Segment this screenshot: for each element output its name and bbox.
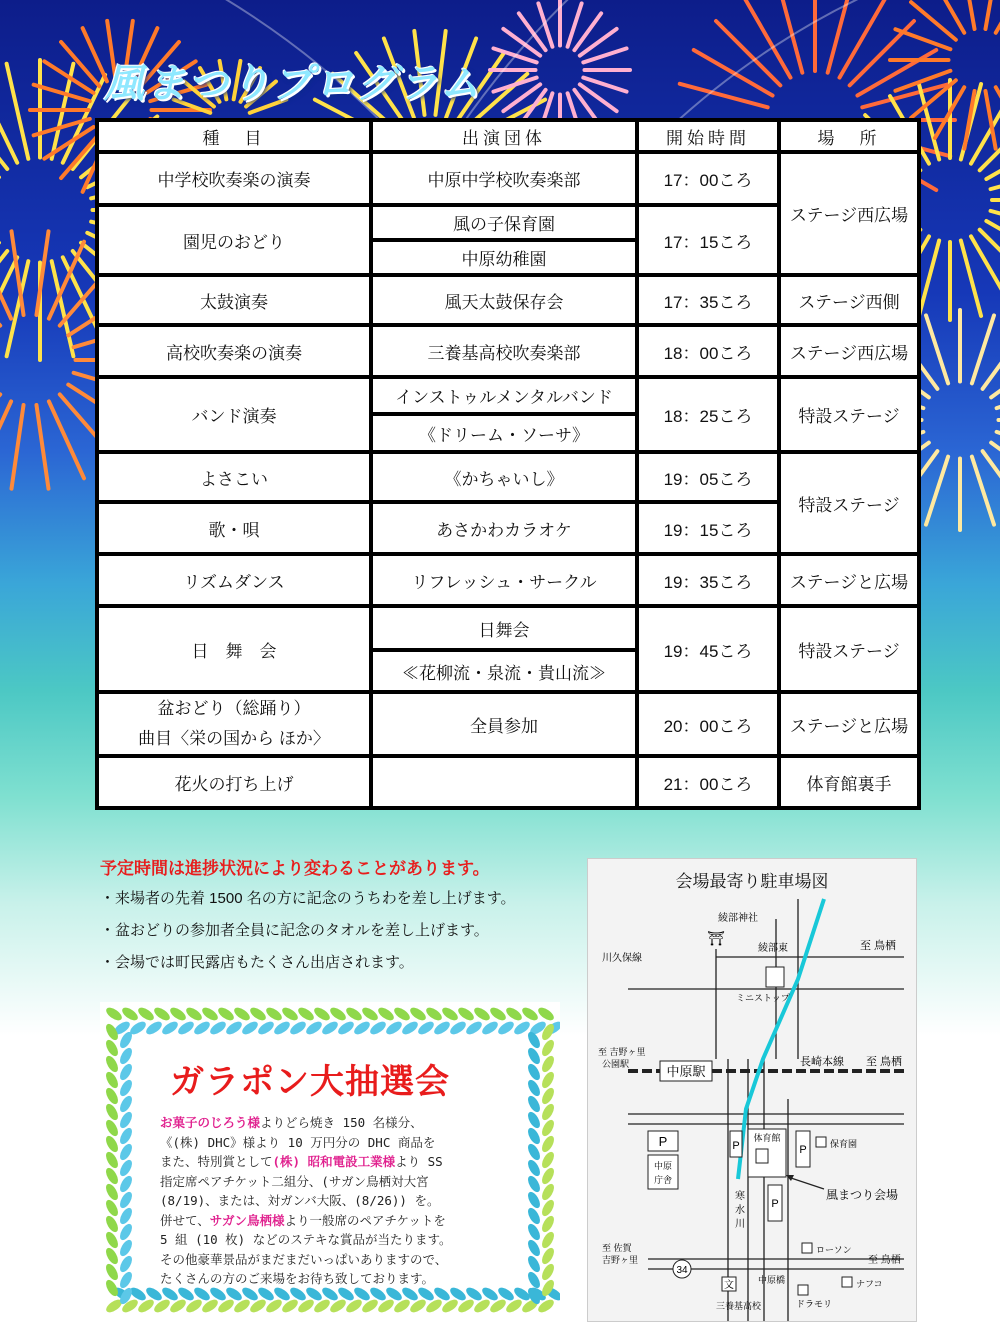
map-label: 中原橋 [758,1275,786,1285]
leaf-decoration [248,1005,268,1023]
performer-cell: 中原幼稚園 [371,240,637,275]
map-label: 保育園 [830,1139,858,1149]
map-label: 体育館 [753,1133,781,1143]
lottery-text: よりどら焼き 150 名様分、 [260,1115,423,1130]
leaf-decoration [152,1297,172,1315]
leaf-decoration [104,1166,121,1186]
parking-map [587,858,917,1322]
leaf-decoration [224,1019,244,1037]
leaf-decoration [118,1126,135,1146]
leaf-decoration [540,1150,557,1170]
leaf-decoration [526,1142,543,1162]
table-row [97,275,919,325]
table-row [97,325,919,377]
leaf-decoration [168,1297,188,1315]
lottery-text: 指定席ペアチケット二組分、(サガン鳥栖対大宮 [160,1173,429,1189]
leaf-decoration [272,1019,292,1037]
leaf-decoration [526,1158,543,1178]
leaf-decoration [184,1297,204,1315]
header-performer: 出演団体 [371,120,637,152]
leaf-decoration [408,1005,428,1023]
time-cell: 19：45ころ [637,606,779,692]
firework-ray [0,75,17,163]
leaf-decoration [424,1297,444,1315]
firework-ray [0,401,11,478]
performer-cell: 風の子保育園 [371,205,637,240]
table-row [97,152,919,205]
leaf-decoration [136,1005,156,1023]
firework-ray [716,21,780,85]
map-label: 公園駅 [602,1059,630,1069]
lottery-title: ガラポン大抽選会 [170,1063,450,1101]
lottery-text: より一般席のペアチケットを [284,1212,446,1228]
leaf-decoration [118,1206,135,1226]
leaf-decoration [520,1005,540,1023]
leaf-decoration [280,1005,300,1023]
leaf-decoration [504,1297,524,1315]
map-label: ナフコ [856,1279,883,1289]
leaf-decoration [328,1005,348,1023]
leaf-decoration [104,1150,121,1170]
leaf-decoration [456,1005,476,1023]
leaf-decoration [168,1005,188,1023]
place-cell: ステージ西側 [779,275,919,325]
leaf-decoration [540,1134,557,1154]
leaf-decoration [424,1005,444,1023]
leaf-decoration [344,1297,364,1315]
leaf-decoration [472,1005,492,1023]
map-label: 水 [735,1205,745,1216]
map-label: 庁舎 [653,1175,673,1185]
map-label: 吉野ヶ里 [602,1255,639,1265]
performer-cell: リフレッシュ・サークル [371,554,637,606]
drugmori-marker [798,1285,808,1295]
place-cell: 体育館裏手 [779,756,919,808]
performer-cell: 三養基高校吹奏楽部 [371,325,637,377]
leaf-decoration [104,1086,121,1106]
leaf-decoration [288,1019,308,1037]
event-cell: 園児のおどり [97,205,371,275]
torii-icon: ⛩ [707,930,725,946]
map-label: 至 鳥栖 [860,940,897,952]
table-row [97,756,919,808]
performer-cell: 全員参加 [371,692,637,756]
notes-list [100,887,590,972]
nafco-marker [842,1277,852,1287]
note-item: ・盆おどりの参加者全員に記念のタオルを差し上げます。 [100,922,489,939]
performer-cell [371,756,637,808]
time-cell: 18：25ころ [637,377,779,452]
map-drawing [588,859,916,1321]
firework-ray [895,29,950,49]
event-line-2: 曲目〈栄の国から ほか〉 [138,729,330,748]
map-label: 至 鳥栖 [866,1056,903,1068]
gym-inner [756,1149,768,1163]
leaf-decoration [526,1254,543,1274]
time-cell: 20：00ころ [637,692,779,756]
school-symbol: 文 [724,1280,734,1291]
leaf-decoration [540,1102,557,1122]
time-cell: 21：00ころ [637,756,779,808]
leaf-decoration [118,1158,135,1178]
event-cell: 歌・唄 [97,502,371,554]
leaf-decoration [352,1019,372,1037]
leaf-decoration [104,1214,121,1234]
program-table [95,118,921,810]
firework-ray [964,0,974,29]
leaf-decoration [540,1054,557,1074]
map-label: 綾部東 [758,943,788,954]
lawson-marker [802,1243,812,1253]
parking-label: P [732,1140,740,1152]
performer-cell: 風天太鼓保存会 [371,275,637,325]
map-label: ドラモリ [796,1299,833,1309]
leaf-decoration [360,1297,380,1315]
leaf-decoration [392,1297,412,1315]
leaf-decoration [104,1070,121,1090]
nursery-marker [816,1137,826,1147]
place-cell: ステージ西広場 [779,325,919,377]
map-label: ミニストップ [736,993,790,1003]
leaf-decoration [400,1019,420,1037]
leaf-decoration [540,1214,557,1234]
note-item: ・来場者の先着 1500 名の方に記念のうちわを差し上げます。 [100,890,516,907]
time-cell: 18：00ころ [637,325,779,377]
leaf-decoration [320,1019,340,1037]
leaf-decoration [118,1238,135,1258]
time-cell: 19：05ころ [637,452,779,502]
place-cell: 特設ステージ [779,606,919,692]
venue-label: 風まつり会場 [826,1188,899,1202]
leaf-decoration [104,1230,121,1250]
event-cell: 中学校吹奏楽の演奏 [97,152,371,205]
leaf-decoration [540,1166,557,1186]
header-place: 場 所 [779,120,919,152]
leaf-decoration [118,1094,135,1114]
event-cell [97,692,371,756]
table-row [97,452,919,502]
leaf-decoration [184,1005,204,1023]
leaf-decoration [526,1190,543,1210]
leaf-decoration [118,1190,135,1210]
event-cell: リズムダンス [97,554,371,606]
map-label: 三養基高校 [716,1301,762,1311]
performer-cell: 《ドリーム・ソーサ》 [371,414,637,452]
leaf-decoration [540,1246,557,1266]
time-cell: 19：15ころ [637,502,779,554]
leaf-decoration [296,1005,316,1023]
leaf-decoration [368,1019,388,1037]
event-cell: 日 舞 会 [97,606,371,692]
schedule-warning: 予定時間は進捗状況により変わることがあります。 [100,859,490,878]
leaf-decoration [118,1174,135,1194]
sponsor-showa: (株) 昭和電設工業様 [272,1154,396,1169]
leaf-decoration [440,1297,460,1315]
leaf-decoration [480,1019,500,1037]
leaf-decoration [176,1019,196,1037]
leaf-decoration [160,1019,180,1037]
table-row [97,692,919,756]
performer-cell: 日舞会 [371,606,637,650]
ministop-marker [766,967,784,987]
leaf-decoration [376,1297,396,1315]
leaf-decoration [540,1182,557,1202]
leaf-decoration [526,1062,543,1082]
leaf-decoration [232,1297,252,1315]
time-cell: 17：00ころ [637,152,779,205]
leaf-decoration [118,1110,135,1130]
lottery-text: また、特別賞として [160,1154,273,1169]
lottery-text: 併せて、 [160,1212,210,1228]
leaf-decoration [504,1005,524,1023]
lottery-text: (8/19)、または、対ガンバ大阪、(8/26)) を。 [160,1193,440,1208]
lottery-box [100,1002,560,1320]
leaf-decoration [304,1019,324,1037]
leaf-decoration [336,1019,356,1037]
map-title: 会場最寄り駐車場図 [675,872,829,891]
leaf-decoration [248,1297,268,1315]
leaf-decoration [526,1238,543,1258]
firework-ray [926,457,948,525]
leaf-decoration [328,1297,348,1315]
program-title: 風まつりプログラム [104,61,482,107]
leaf-decoration [256,1019,276,1037]
time-cell: 17：35ころ [637,275,779,325]
lottery-text: その他豪華景品がまだまだいっぱいありますので、 [160,1251,448,1267]
leaf-decoration [104,1262,121,1282]
leaf-decoration [144,1019,164,1037]
leaf-decoration [432,1019,452,1037]
leaf-decoration [526,1126,543,1146]
leaf-decoration [200,1297,220,1315]
leaf-decoration [540,1086,557,1106]
firework-ray [840,0,886,78]
leaf-decoration [208,1019,228,1037]
leaf-decoration [118,1046,135,1066]
leaf-decoration [526,1110,543,1130]
performer-cell: 《かちゃいし》 [371,452,637,502]
leaf-decoration [104,1005,124,1023]
map-label: 川 [735,1219,745,1230]
place-cell: ステージと広場 [779,692,919,756]
route-label: 34 [676,1265,688,1276]
lottery-text: たくさんの方のご来場をお待ち致しております。 [160,1271,435,1286]
leaf-decoration [526,1270,543,1290]
leaf-decoration [376,1005,396,1023]
performer-cell: 中原中学校吹奏楽部 [371,152,637,205]
table-row [97,554,919,606]
firework-ray [985,0,995,29]
leaf-decoration [344,1005,364,1023]
leaf-decoration [392,1005,412,1023]
leaf-decoration [360,1005,380,1023]
leaf-decoration [104,1118,121,1138]
leaf-decoration [152,1005,172,1023]
lottery-description [160,1113,520,1289]
leaf-decoration [464,1019,484,1037]
firework-ray [36,405,48,489]
leaf-decoration [408,1297,428,1315]
parking-label: P [771,1198,779,1210]
event-cell: 太鼓演奏 [97,275,371,325]
leaf-decoration [536,1005,556,1023]
firework-ray [49,401,84,478]
map-label: 中原 [653,1161,673,1171]
sponsor-sagan: サガン鳥栖様 [209,1212,285,1228]
leaf-decoration [118,1254,135,1274]
lottery-text: より SS [395,1154,443,1169]
leaf-decoration [120,1005,140,1023]
leaf-decoration [280,1297,300,1315]
place-cell: ステージと広場 [779,554,919,606]
leaf-decoration [104,1134,121,1154]
performer-cell: あさかわカラオケ [371,502,637,554]
leaf-decoration [232,1005,252,1023]
map-label: 寒 [735,1191,745,1202]
leaf-decoration [104,1198,121,1218]
event-cell: 花火の打ち上げ [97,756,371,808]
leaf-decoration [526,1046,543,1066]
leaf-decoration [526,1174,543,1194]
leaf-decoration [136,1297,156,1315]
table-row [97,606,919,650]
event-cell: 高校吹奏楽の演奏 [97,325,371,377]
leaf-decoration [488,1005,508,1023]
place-cell: 特設ステージ [779,377,919,452]
time-cell: 17：15ころ [637,205,779,275]
sponsor-jirou: お菓子のじろう様 [160,1115,261,1130]
leaf-decoration [540,1262,557,1282]
firework-ray [972,315,994,383]
map-label: ローソン [816,1245,852,1255]
map-label: 至 佐賀 [602,1243,632,1253]
header-time: 開始時間 [637,120,779,152]
leaf-decoration [216,1297,236,1315]
leaf-decoration [104,1102,121,1122]
notes-section [100,854,590,983]
leaf-decoration [496,1019,516,1037]
table-row [97,377,919,414]
map-label: 長崎本線 [800,1056,844,1068]
leaf-decoration [296,1297,316,1315]
leaf-decoration [448,1019,468,1037]
map-label: 至 吉野ヶ里 [598,1047,646,1057]
leaf-decoration [104,1246,121,1266]
leaf-decoration [118,1222,135,1242]
event-line-1: 盆おどり（総踊り） [157,699,311,718]
leaf-decoration [264,1297,284,1315]
leaf-decoration [526,1078,543,1098]
header-event: 種 目 [97,120,371,152]
lottery-text: 5 組 (10 枚) などのステキな賞品が当たります。 [160,1232,452,1247]
leaf-decoration [540,1230,557,1250]
leaf-decoration [440,1005,460,1023]
leaf-decoration [118,1142,135,1162]
firework-ray [926,315,948,383]
leaf-decoration [540,1198,557,1218]
firework-ray [745,0,791,78]
event-cell: よさこい [97,452,371,502]
leaf-decoration [526,1222,543,1242]
firework-ray [996,0,1000,33]
leaf-decoration [118,1078,135,1098]
leaf-decoration [456,1297,476,1315]
leaf-decoration [104,1182,121,1202]
place-cell: ステージ西広場 [779,152,919,275]
leaf-decoration [384,1019,404,1037]
time-cell: 19：35ころ [637,554,779,606]
leaf-decoration [540,1118,557,1138]
leaf-decoration [104,1054,121,1074]
place-cell: 特設ステージ [779,452,919,554]
map-label: 川久保線 [602,953,642,964]
leaf-decoration [192,1019,212,1037]
leaf-decoration [264,1005,284,1023]
leaf-decoration [472,1297,492,1315]
map-label: 綾部神社 [718,913,758,924]
leaf-decoration [216,1005,236,1023]
leaf-decoration [240,1019,260,1037]
leaf-decoration [540,1070,557,1090]
leaf-decoration [312,1297,332,1315]
leaf-decoration [118,1062,135,1082]
lottery-text: 《(株) DHC》様より 10 万円分の DHC 商品を [160,1134,436,1150]
leaf-decoration [118,1270,135,1290]
leaf-decoration [312,1005,332,1023]
event-cell: バンド演奏 [97,377,371,452]
performer-cell: ≪花柳流・泉流・貴山流≫ [371,650,637,692]
map-label: 至 鳥栖 [868,1255,901,1266]
leaf-decoration [540,1038,557,1058]
note-item: ・会場では町民露店もたくさん出店されます。 [100,954,414,971]
station-label: 中原駅 [666,1064,706,1079]
leaf-decoration [526,1206,543,1226]
firework-ray [11,405,23,489]
arrow-line [788,1177,824,1189]
leaf-decoration [488,1297,508,1315]
leaf-decoration [416,1019,436,1037]
leaf-decoration [200,1005,220,1023]
parking-label: P [658,1134,668,1149]
leaf-decoration [526,1094,543,1114]
parking-label: P [799,1144,807,1156]
firework-ray [972,457,994,525]
leaf-decoration [104,1038,121,1058]
performer-cell: インストゥルメンタルバンド [371,377,637,414]
table-header-row [97,120,919,152]
